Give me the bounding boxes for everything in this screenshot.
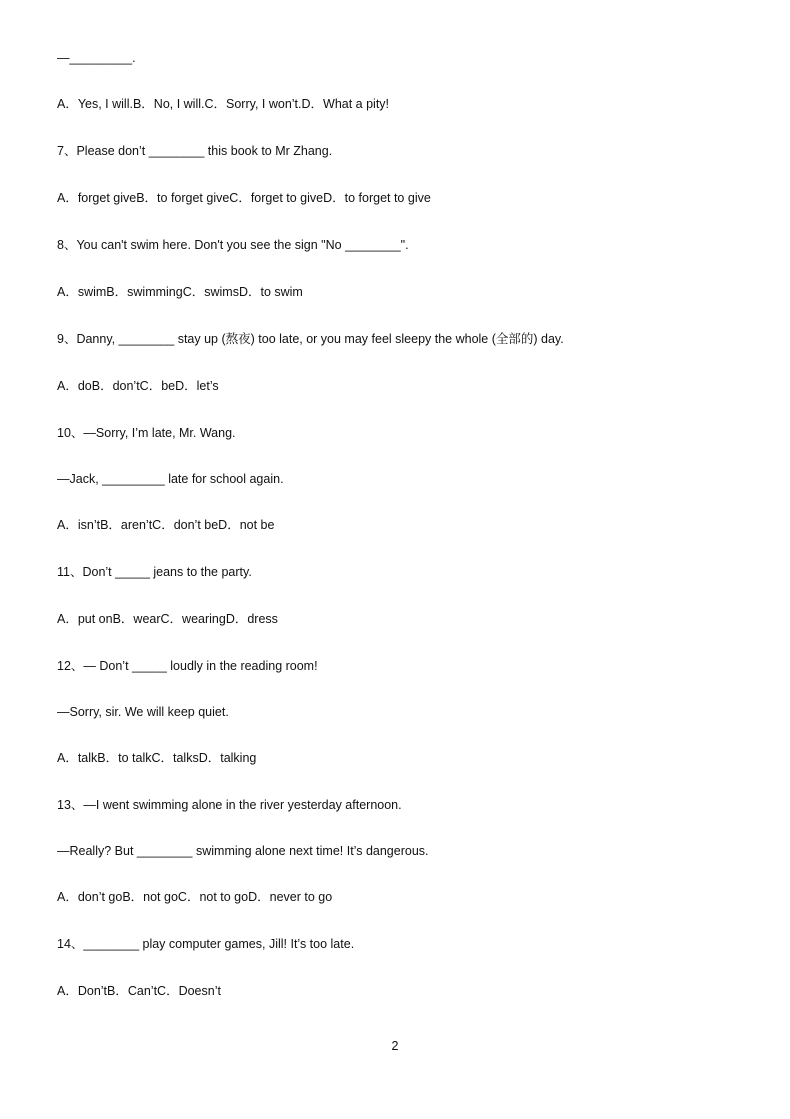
text-line: 10、—Sorry, I’m late, Mr. Wang.: [57, 426, 236, 440]
text-line: A．swimB．swimmingC．swimsD．to swim: [57, 285, 303, 299]
text-line: —Jack, _________ late for school again.: [57, 472, 284, 486]
text-line: 12、— Don’t _____ loudly in the reading room!: [57, 659, 318, 673]
text-line: A．Don’tB．Can’tC．Doesn’t: [57, 984, 221, 998]
text-line: 7、Please don’t ________ this book to Mr Zhang.: [57, 144, 333, 158]
text-line: A．Yes, I will.B．No, I will.C．Sorry, I won’t.D．What a pity!: [57, 97, 390, 111]
text-line: A．put onB．wearC．wearingD．dress: [57, 612, 278, 626]
text-line: —Really? But ________ swimming alone next time! It’s dangerous.: [57, 844, 429, 858]
text-line: 11、Don’t _____ jeans to the party.: [57, 565, 252, 579]
text-line: A．talkB．to talkC．talksD．talking: [57, 751, 257, 765]
text-line: A．forget giveB．to forget giveC．forget to giveD．to forget to give: [57, 191, 431, 205]
text-line: —_________.: [57, 51, 136, 65]
text-line: A．isn’tB．aren’tC．don’t beD．not be: [57, 518, 275, 532]
text-line: A．doB．don’tC．beD．let’s: [57, 379, 219, 393]
text-line: 14、________ play computer games, Jill! It’s too late.: [57, 937, 355, 951]
page-number: 2: [391, 1039, 399, 1053]
text-line: —Sorry, sir. We will keep quiet.: [57, 705, 229, 719]
text-line: 13、—I went swimming alone in the river yesterday afternoon.: [57, 798, 402, 812]
text-line: 8、You can't swim here. Don't you see the sign "No ________".: [57, 238, 409, 252]
text-line: 9、Danny, ________ stay up (熬夜) too late, or you may feel sleepy the whole (全部的) day.: [57, 332, 564, 346]
text-line: A．don’t goB．not goC．not to goD．never to go: [57, 890, 333, 904]
